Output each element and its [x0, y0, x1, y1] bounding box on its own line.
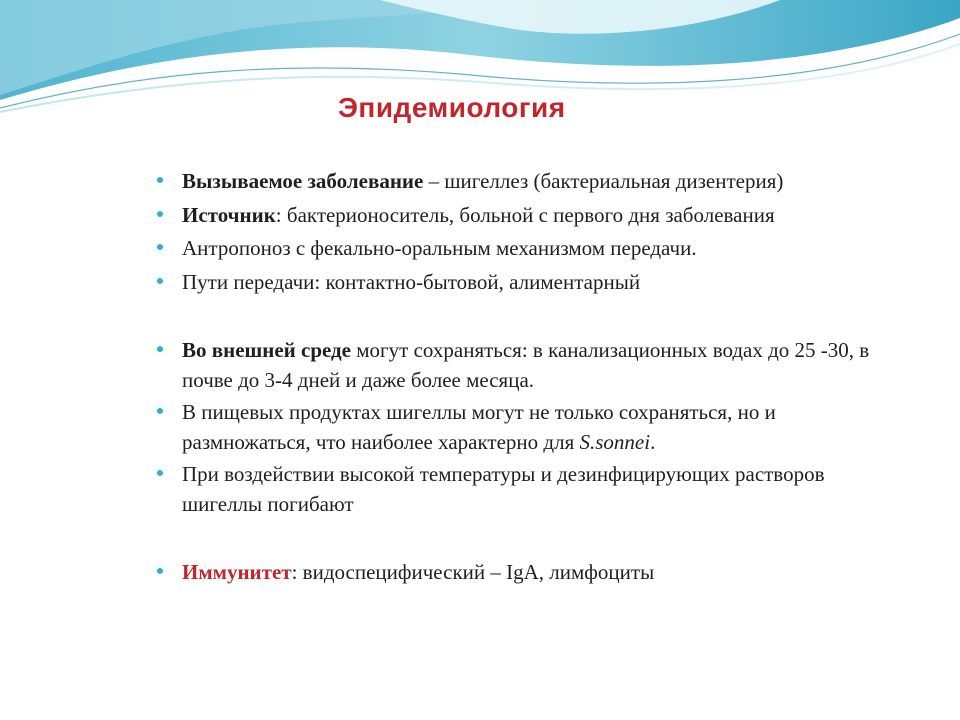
bullet-text: Пути передачи: контактно-бытовой, алиментарный	[182, 270, 641, 294]
slide-title: Эпидемиология	[338, 92, 566, 123]
bullet-text: В пищевых продуктах шигеллы могут не только сохраняться, но и размножаться, что наиболее характерно для	[182, 400, 776, 454]
bullet-dot-icon	[157, 408, 163, 414]
bullet-text: При воздействии высокой температуры и дезинфицирующих растворов шигеллы погибают	[182, 462, 825, 516]
bullet-dot-icon	[157, 470, 163, 476]
bullet-item	[182, 459, 842, 519]
bullet-dot-icon	[157, 278, 163, 284]
bullet-bold-text: Во внешней среде	[182, 338, 352, 362]
bullet-text: могут сохраняться: в канализационных водах до 25 -30, в почве до 3-4 дней и даже более месяца.	[182, 338, 870, 392]
bullet-text: : бактерионоситель, больной с первого дня заболевания	[275, 203, 775, 227]
bullet-item	[182, 200, 902, 230]
bullet-bold-text: Вызываемое заболевание	[182, 169, 424, 193]
bullet-item	[182, 166, 902, 196]
bullet-italic-text: S.sonnei	[579, 430, 651, 454]
bullet-dot-icon	[157, 244, 163, 250]
bullet-item	[182, 397, 882, 457]
bullet-dot-icon	[157, 568, 163, 574]
bullet-text: Антропоноз с фекально-оральным механизмом передачи.	[182, 236, 697, 260]
bullet-tail-text: .	[650, 430, 656, 454]
bullet-item	[182, 267, 902, 297]
bullet-item	[182, 335, 882, 395]
bullet-item	[182, 233, 902, 263]
bullet-text: : видоспецифический – IgA, лимфоциты	[291, 560, 655, 584]
bullet-dot-icon	[157, 211, 163, 217]
bullet-item	[182, 557, 902, 587]
bullet-bold-text: Иммунитет	[182, 560, 292, 584]
bullet-dot-icon	[157, 177, 163, 183]
bullet-dot-icon	[157, 346, 163, 352]
bullet-bold-text: Источник	[182, 203, 276, 227]
bullet-text: – шигеллез (бактериальная дизентерия)	[423, 169, 784, 193]
